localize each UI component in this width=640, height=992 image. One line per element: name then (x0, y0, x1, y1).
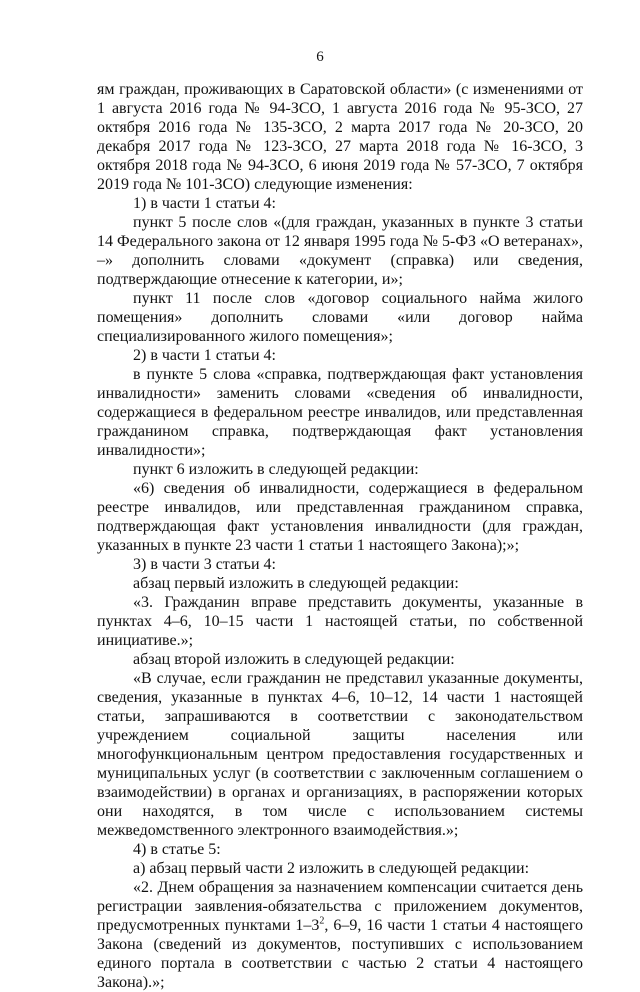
paragraph: ям граждан, проживающих в Саратовской области» (с изменениями от 1 августа 2016 года № 94-ЗСО, 1 августа 2016 года № 95-ЗСО, 27 октября 2016 года № 135-ЗСО, 2 марта 2017 года № 20-ЗСО, 20 декабря 2017 года № 123-ЗСО, 27 марта 2018 года № 16-ЗСО, 3 октября 2018 года № 94-ЗСО, 6 июня 2019 года № 57-ЗСО, 7 октября 2019 года № 101-ЗСО) следующие изменения: (97, 81, 583, 193)
paragraph: абзац первый изложить в следующей редакции: (133, 575, 459, 592)
paragraph: пункт 11 после слов «договор социального найма жилого помещения» дополнить словами «или договор найма специализированного жилого помещения»; (97, 290, 583, 345)
paragraph: а) абзац первый части 2 изложить в следующей редакции: (133, 860, 530, 877)
paragraph: пункт 5 после слов «(для граждан, указанных в пункте 3 статьи 14 Федерального закона от 12 января 1995 года № 5-ФЗ «О ветеранах», –» дополнить словами «документ (справка) или сведения, подтверждающие отнесение к категории, и»; (97, 214, 583, 288)
paragraph: 1) в части 1 статьи 4: (133, 195, 276, 212)
paragraph: «В случае, если гражданин не представил указанные документы, сведения, указанные в пунктах 4–6, 10–12, 14 части 1 настоящей статьи, запрашиваются в соответствии с законодательством учреждением социальной защиты населения или многофункциональным центром предоставления государственных и муниципальных услуг (в соответствии с заключенным соглашением о взаимодействии) в органах и организациях, в распоряжении которых они находятся, в том числе с использованием системы межведомственного электронного взаимодействия.»; (97, 670, 583, 839)
paragraph-text-part: , 6–9, 16 части 1 статьи 4 настоящего Закона (сведений из документов, поступивших с использованием единого портала в соответствии с частью 2 статьи 4 настоящего Закона).»; (97, 917, 584, 991)
paragraph: 2) в части 1 статьи 4: (133, 347, 276, 364)
paragraph: 4) в статье 5: (133, 841, 221, 858)
document-body (97, 80, 583, 992)
paragraph: пункт 6 изложить в следующей редакции: (133, 461, 419, 478)
paragraph (97, 878, 583, 992)
paragraph: «6) сведения об инвалидности, содержащиеся в федеральном реестре инвалидов, или представленная гражданином справка, подтверждающая факт установления инвалидности (для граждан, указанных в пункте 23 части 1 статьи 1 настоящего Закона);»; (97, 480, 583, 554)
paragraph: в пункте 5 слова «справка, подтверждающая факт установления инвалидности» заменить словами «сведения об инвалидности, содержащиеся в федеральном реестре инвалидов, или представленная гражданином справка, подтверждающая факт установления инвалидности»; (97, 366, 583, 459)
paragraph-text-part: «2. Днем обращения за назначением компенсации считается день регистрации заявления-обязательства с приложением документов, предусмотренных пунктами 1–3 (97, 879, 583, 934)
paragraph: 3) в части 3 статьи 4: (133, 556, 276, 573)
paragraph: абзац второй изложить в следующей редакции: (133, 651, 455, 668)
page-number: 6 (316, 49, 324, 65)
superscript: 2 (319, 915, 325, 927)
paragraph: «3. Гражданин вправе представить документы, указанные в пунктах 4–6, 10–15 части 1 настоящей статьи, по собственной инициативе.»; (97, 594, 583, 649)
